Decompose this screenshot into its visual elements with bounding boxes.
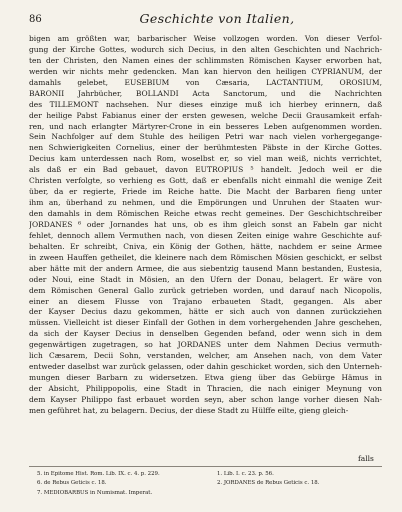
text-line: behalten. Er schreibt, Cniva, ein König der Gothen, hätte, nachdem er seine Armee bbox=[29, 241, 382, 251]
footnotes-left-column bbox=[37, 470, 207, 498]
text-line: dem Kayser Philippo fast erbauet worden seyn, aber schon lange vorher diesen Nah- bbox=[29, 394, 382, 404]
text-line: ten der Christen, den Namen eines der schlimmsten Römischen Kayser erworben hat, bbox=[29, 55, 382, 65]
text-line: als daß er ein Bad gebauet, davon EUTROPIUS ⁵ handelt. Jedoch weil er die bbox=[29, 165, 382, 175]
footnote: 6. de Rebus Geticis c. 18. bbox=[37, 480, 107, 487]
catchword: falls bbox=[358, 454, 374, 463]
main-text bbox=[29, 34, 382, 417]
footnote: 5. in Epitome Hist. Rom. Lib. IX. c. 4. p. 229. bbox=[37, 471, 160, 477]
text-line: der Absicht, Philippopolis, eine Stadt in Thracien, die nach einiger Meynung von bbox=[29, 384, 382, 393]
footnote: 2. JORDANES de Rebus Geticis c. 18. bbox=[217, 480, 320, 487]
text-line: mungen dieser Barbarn zu widersetzen. Etwa gieng über das Gebürge Hämus in bbox=[29, 373, 382, 383]
running-title: Geschichte von Italien, bbox=[139, 11, 295, 26]
text-line: oder Noui, eine Stadt in Mösien, an den Ufern der Donau, belagert. Er wäre von bbox=[29, 274, 382, 284]
text-line: aber hätte mit der andern Armee, die aus siebentzig tausend Mann bestanden, Eustesia, bbox=[29, 263, 382, 273]
text-line: ihm an, überhand zu nehmen, und die Empörungen und Unruhen der Staaten wur- bbox=[29, 198, 382, 208]
text-line: BARONII Jahrbücher, BOLLANDI Acta Sanctorum, und die Nachrichten bbox=[29, 88, 382, 98]
footnotes-right-column bbox=[217, 470, 382, 489]
text-line: ren, und nach erlangter Märtyrer-Crone in ein besseres Leben aufgenommen worden. bbox=[29, 121, 382, 131]
text-line: dem Römischen General Gallo zurück getrieben worden, und darauf nach Nicopolis, bbox=[29, 285, 382, 295]
text-line: damahls gelebet, EUSEBIUM von Cæsaria, LACTANTIUM, OROSIUM, bbox=[29, 77, 382, 87]
text-line: gung der Kirche Gottes, wodurch sich Decius, in den alten Geschichten und Nachrich- bbox=[29, 44, 382, 54]
text-line: entweder daselbst war zurück gelassen, oder dahin geschicket worden, sich den Unterneh- bbox=[29, 362, 382, 372]
text-line: Sein Nachfolger auf dem Stuhle des heiligen Petri war nach vielen vorhergegange- bbox=[29, 132, 382, 142]
text-line: über, da er regierte, Friede im Reiche hatte. Die Macht der Barbaren fieng unter bbox=[29, 187, 382, 197]
text-line: in zween Hauffen getheilet, die kleinere nach dem Römischen Mösien geschickt, er selbst bbox=[29, 252, 382, 262]
text-line: nen Schwierigkeiten Cornelius, einer der berühmtesten Päbste in der Kirche Gottes. bbox=[29, 143, 382, 153]
text-line: der heilige Pabst Fabianus einer der ersten gewesen, welche Decii Grausamkeit erfah- bbox=[29, 110, 382, 120]
footnote: 1. Lib. I. c. 23. p. 56. bbox=[217, 471, 274, 477]
text-line: den damahls in dem Römischen Reiche etwas recht gemeines. Der Geschichtschreiber bbox=[29, 209, 382, 218]
text-line: des TILLEMONT nachsehen. Nur dieses einzige muß ich hierbey erinnern, daß bbox=[29, 99, 382, 109]
footnote-divider bbox=[29, 466, 382, 467]
text-line: der Kayser Decius dazu gekommen, hätte er sich auch von dannen zurückziehen bbox=[29, 307, 382, 317]
text-line: Decius kam unterdessen nach Rom, woselbst er, so viel man weiß, nichts verrichtet, bbox=[29, 154, 382, 164]
page-header bbox=[29, 11, 379, 29]
text-line: müssen. Vielleicht ist dieser Einfall der Gothen in dem vorhergehenden Jahre geschehen, bbox=[29, 318, 382, 328]
text-line: men geführet hat, zu belagern. Decius, der diese Stadt zu Hülffe eilte, gieng gleich- bbox=[29, 405, 349, 415]
text-line: bigen am größten war, barbarischer Weise vollzogen worden. Von dieser Verfol- bbox=[29, 34, 382, 43]
text-line: Christen verfolgte, so verhieng es Gott, daß er ebenfalls nicht einmahl die wenige Zeit bbox=[29, 176, 382, 186]
text-line: gegenwärtigen zugetragen, so hat JORDANES unter dem Nahmen Decius vermuth- bbox=[29, 340, 382, 350]
text-line: einer an diesem Flusse von Trajano erbaueten Stadt, gegangen. Als aber bbox=[29, 296, 382, 306]
footnote: 7. MEDIOBARBUS in Numismat. Imperat. bbox=[37, 489, 153, 496]
text-line: fehlet, dennoch allem Vermuthen nach, von diesen Zeiten einige wahre Geschichte auf- bbox=[29, 230, 382, 240]
text-line: werden wir nichts mehr gedencken. Man kan hiervon den heiligen CYPRIANUM, der bbox=[29, 66, 382, 76]
page-number: 86 bbox=[29, 14, 42, 25]
text-line: lich Cæsarem, Decii Sohn, verstanden, welcher, am Ansehen nach, von dem Vater bbox=[29, 351, 382, 361]
text-line: da sich der Kayser Decius in denselben Gegenden befand, oder wenn sich in dem bbox=[29, 329, 382, 339]
text-line: JORDANES ⁶ oder Jornandes hat uns, ob es ihm gleich sonst an Fabeln gar nicht bbox=[29, 219, 382, 229]
